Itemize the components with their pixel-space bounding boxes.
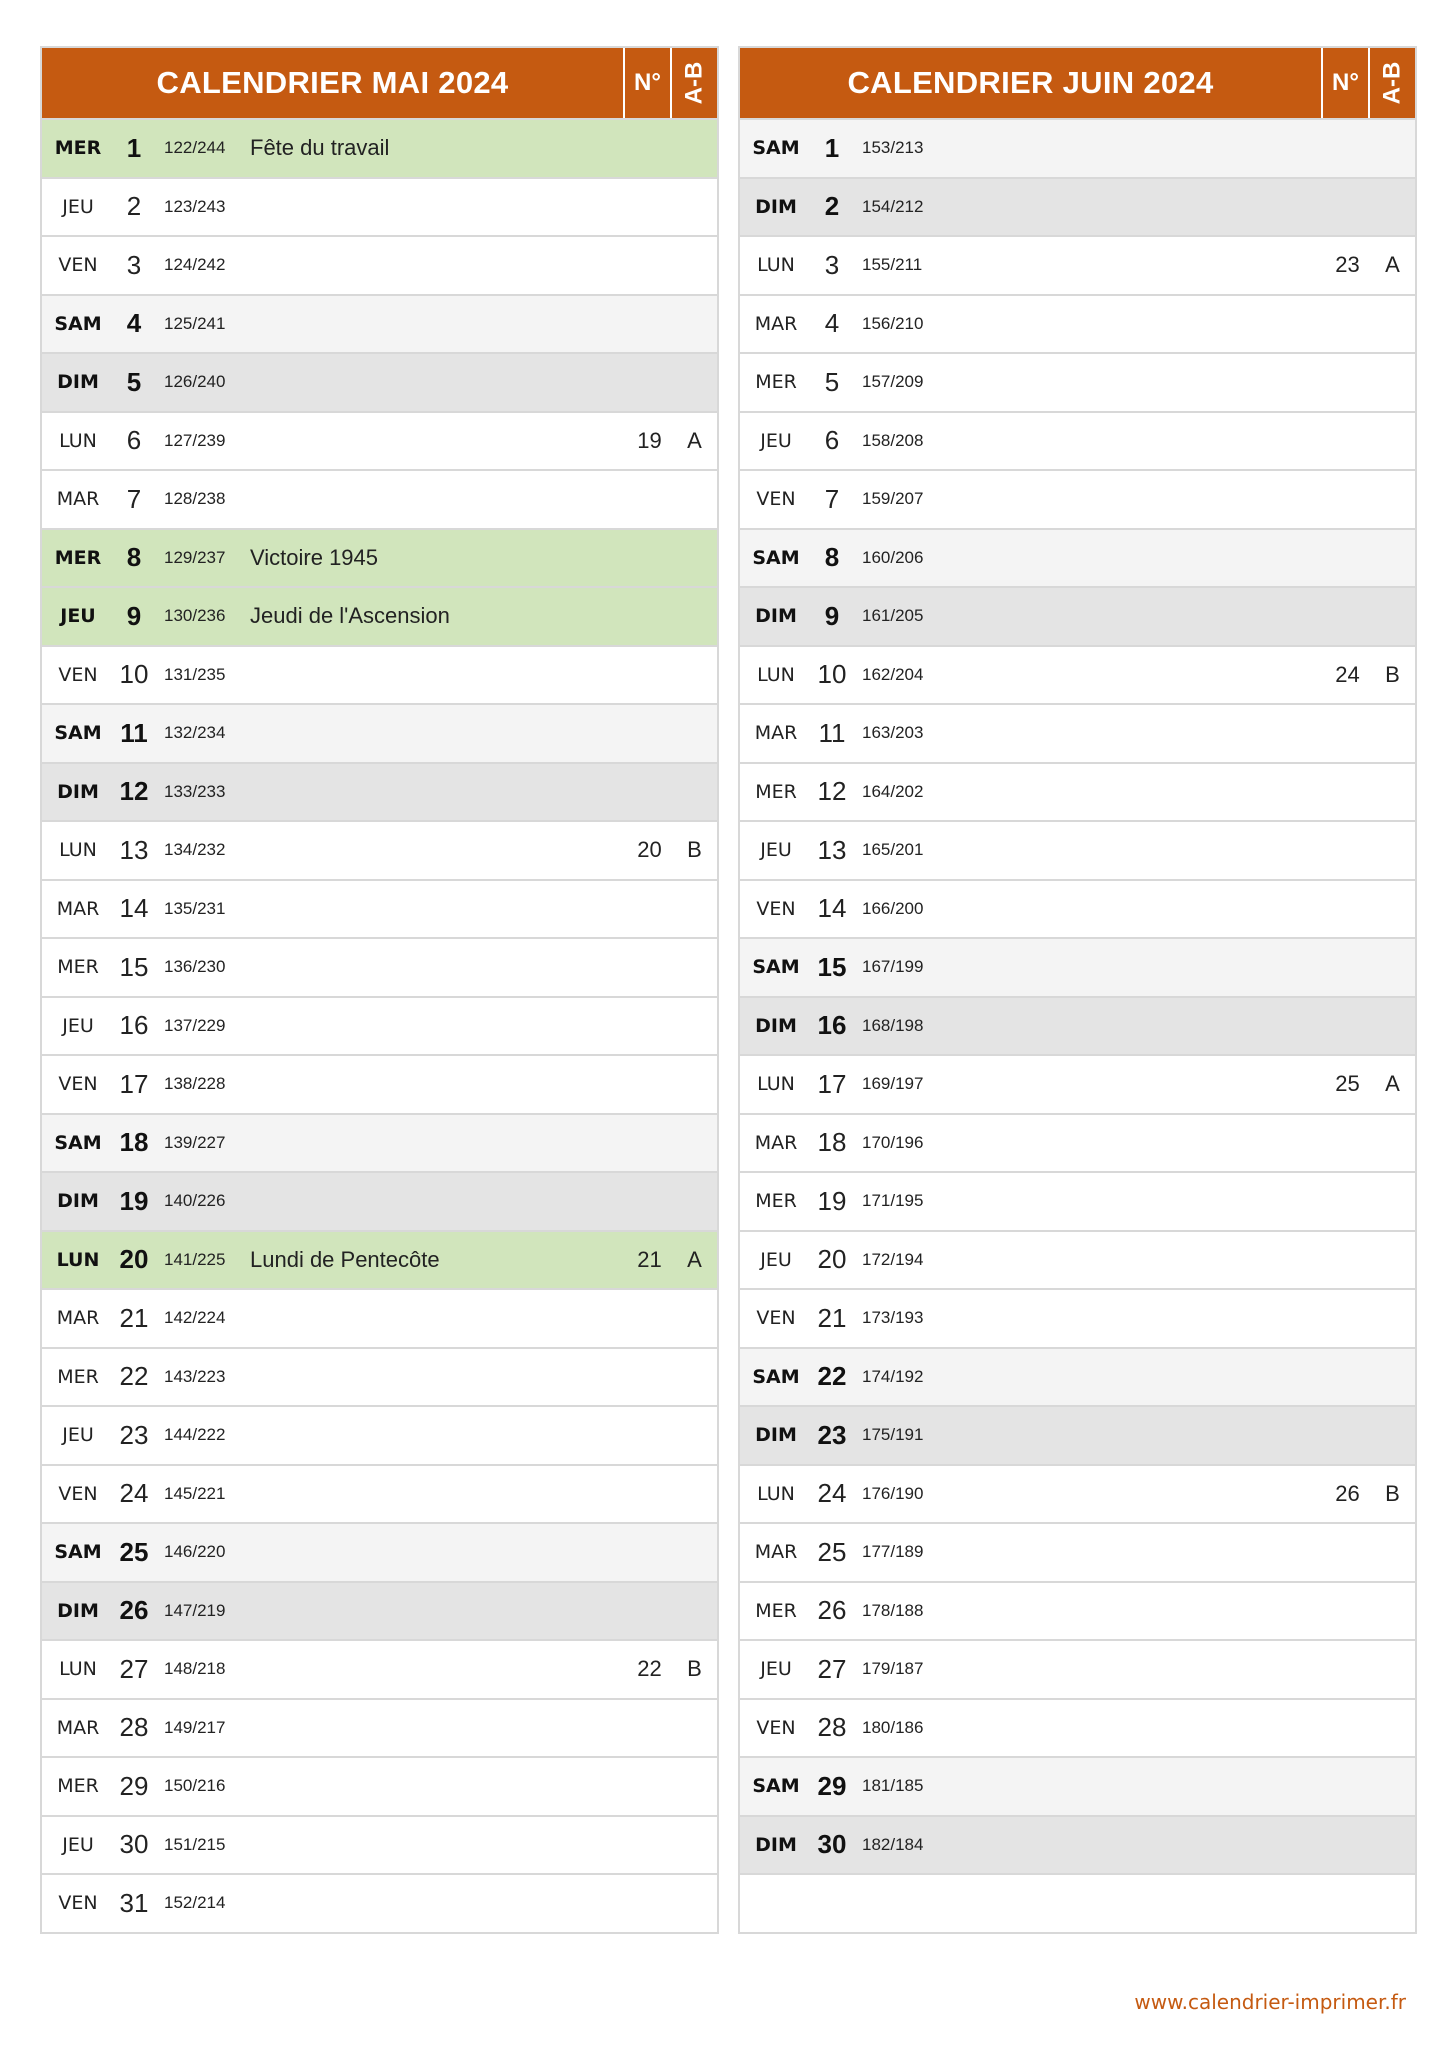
day-of-year: 136/230 bbox=[164, 957, 226, 977]
day-of-year: 143/223 bbox=[164, 1366, 226, 1386]
day-of-year: 125/241 bbox=[164, 313, 226, 333]
day-row bbox=[740, 1464, 1415, 1523]
week-number: 19 bbox=[637, 427, 662, 453]
day-of-week: LUN bbox=[757, 663, 795, 686]
day-number: 21 bbox=[119, 1302, 149, 1333]
day-of-year: 144/222 bbox=[164, 1425, 226, 1445]
day-of-week: MER bbox=[755, 1599, 797, 1622]
day-of-week: DIM bbox=[57, 780, 99, 803]
day-number: 30 bbox=[817, 1829, 847, 1860]
month-title: CALENDRIER MAI 2024 bbox=[156, 65, 509, 100]
day-row bbox=[42, 1288, 717, 1347]
day-row bbox=[740, 235, 1415, 294]
day-of-year: 124/242 bbox=[164, 255, 226, 275]
day-number: 19 bbox=[119, 1185, 149, 1216]
day-number: 19 bbox=[817, 1185, 847, 1216]
day-row bbox=[42, 352, 717, 411]
day-of-week: LUN bbox=[56, 1248, 100, 1271]
day-of-week: VEN bbox=[58, 1073, 98, 1096]
day-of-year: 171/195 bbox=[862, 1191, 924, 1211]
day-of-year: 155/211 bbox=[862, 255, 923, 275]
day-of-week: LUN bbox=[59, 429, 97, 452]
day-row bbox=[42, 1054, 717, 1113]
day-number: 10 bbox=[119, 659, 149, 690]
day-of-year: 150/216 bbox=[164, 1776, 226, 1796]
ab-week: B bbox=[687, 837, 702, 863]
day-row bbox=[42, 1639, 717, 1698]
day-of-year: 175/191 bbox=[862, 1425, 924, 1445]
day-of-year: 142/224 bbox=[164, 1308, 226, 1328]
day-of-week: DIM bbox=[755, 605, 797, 628]
ab-week: B bbox=[1385, 1480, 1400, 1506]
day-of-week: JEU bbox=[62, 195, 94, 218]
day-of-week: VEN bbox=[756, 488, 796, 511]
day-number: 2 bbox=[126, 191, 142, 222]
day-row bbox=[740, 1113, 1415, 1172]
day-number: 25 bbox=[119, 1536, 149, 1567]
day-number: 16 bbox=[119, 1010, 149, 1041]
day-rows bbox=[740, 118, 1415, 1932]
week-number-header: N° bbox=[623, 48, 670, 118]
week-number: 24 bbox=[1335, 661, 1360, 687]
day-row bbox=[740, 352, 1415, 411]
ab-week-header bbox=[670, 48, 717, 118]
day-of-week: SAM bbox=[752, 137, 800, 160]
day-of-week: JEU bbox=[60, 605, 96, 628]
day-row bbox=[42, 1873, 717, 1932]
day-number: 27 bbox=[119, 1653, 149, 1684]
day-number: 13 bbox=[119, 834, 149, 865]
day-of-year: 161/205 bbox=[862, 606, 924, 626]
day-row bbox=[42, 469, 717, 528]
week-number: 23 bbox=[1335, 252, 1360, 278]
day-of-week: MAR bbox=[754, 1541, 798, 1564]
day-of-week: DIM bbox=[755, 195, 797, 218]
day-number: 10 bbox=[817, 659, 847, 690]
day-row bbox=[42, 1522, 717, 1581]
day-row bbox=[740, 937, 1415, 996]
day-of-year: 135/231 bbox=[164, 898, 226, 918]
day-of-year: 148/218 bbox=[164, 1659, 226, 1679]
day-row bbox=[42, 1756, 717, 1815]
day-row bbox=[740, 294, 1415, 353]
day-number: 1 bbox=[126, 132, 142, 163]
day-row bbox=[740, 1347, 1415, 1406]
day-of-year: 137/229 bbox=[164, 1015, 226, 1035]
month-header bbox=[740, 48, 1415, 118]
day-of-year: 127/239 bbox=[164, 430, 226, 450]
day-row bbox=[42, 820, 717, 879]
day-of-week: JEU bbox=[760, 1658, 792, 1681]
day-number: 24 bbox=[119, 1478, 149, 1509]
day-of-week: SAM bbox=[54, 312, 102, 335]
day-of-year: 146/220 bbox=[164, 1542, 226, 1562]
day-of-week: DIM bbox=[57, 1190, 99, 1213]
day-number: 9 bbox=[126, 600, 142, 631]
day-number: 23 bbox=[119, 1419, 149, 1450]
day-number: 22 bbox=[817, 1361, 847, 1392]
day-of-year: 154/212 bbox=[862, 196, 924, 216]
day-row bbox=[42, 1698, 717, 1757]
day-of-year: 122/244 bbox=[164, 138, 226, 158]
day-of-year: 126/240 bbox=[164, 372, 226, 392]
day-row bbox=[42, 1171, 717, 1230]
day-of-year: 132/234 bbox=[164, 723, 226, 743]
event-label: Fête du travail bbox=[250, 135, 390, 161]
day-of-week: SAM bbox=[752, 956, 800, 979]
day-of-week: LUN bbox=[757, 1482, 795, 1505]
day-of-week: SAM bbox=[752, 546, 800, 569]
day-number: 11 bbox=[818, 717, 846, 748]
ab-week: A bbox=[687, 1246, 702, 1272]
day-row bbox=[740, 996, 1415, 1055]
day-row bbox=[740, 469, 1415, 528]
day-of-week: MAR bbox=[754, 1131, 798, 1154]
day-of-year: 158/208 bbox=[862, 430, 924, 450]
day-of-year: 174/192 bbox=[862, 1366, 924, 1386]
day-number: 27 bbox=[817, 1653, 847, 1684]
day-of-year: 163/203 bbox=[862, 723, 924, 743]
day-of-week: MAR bbox=[754, 312, 798, 335]
day-number: 8 bbox=[824, 542, 840, 573]
day-row bbox=[740, 1815, 1415, 1874]
day-row bbox=[42, 1815, 717, 1874]
day-number: 23 bbox=[817, 1419, 847, 1450]
day-of-week: MER bbox=[54, 137, 102, 160]
day-of-year: 176/190 bbox=[862, 1483, 924, 1503]
day-row bbox=[42, 1230, 717, 1289]
empty-row bbox=[740, 1873, 1415, 1932]
day-of-week: SAM bbox=[752, 1775, 800, 1798]
ab-week-header bbox=[1368, 48, 1415, 118]
day-of-week: MER bbox=[54, 546, 102, 569]
day-row bbox=[42, 762, 717, 821]
ab-week-header-label: A-B bbox=[1378, 61, 1406, 105]
day-number: 21 bbox=[817, 1302, 847, 1333]
ab-week: A bbox=[1385, 1071, 1400, 1097]
day-of-week: JEU bbox=[62, 1014, 94, 1037]
day-of-year: 153/213 bbox=[862, 138, 924, 158]
day-of-week: DIM bbox=[755, 1424, 797, 1447]
day-row bbox=[42, 294, 717, 353]
day-row bbox=[740, 762, 1415, 821]
ab-week: A bbox=[687, 427, 702, 453]
day-of-week: DIM bbox=[755, 1014, 797, 1037]
day-of-year: 130/236 bbox=[164, 606, 226, 626]
day-of-year: 147/219 bbox=[164, 1600, 226, 1620]
day-row bbox=[42, 1464, 717, 1523]
day-of-week: JEU bbox=[760, 429, 792, 452]
day-row bbox=[740, 1698, 1415, 1757]
day-row bbox=[42, 235, 717, 294]
day-of-week: MER bbox=[755, 1190, 797, 1213]
week-number: 22 bbox=[637, 1656, 662, 1682]
day-number: 3 bbox=[126, 249, 142, 280]
website-link[interactable]: www.calendrier-imprimer.fr bbox=[1134, 1990, 1406, 2014]
day-row bbox=[42, 1347, 717, 1406]
day-of-week: MAR bbox=[56, 897, 100, 920]
event-label: Lundi de Pentecôte bbox=[250, 1246, 440, 1272]
day-number: 18 bbox=[817, 1127, 847, 1158]
day-of-week: LUN bbox=[757, 1073, 795, 1096]
day-of-year: 123/243 bbox=[164, 196, 226, 216]
day-of-week: SAM bbox=[752, 1365, 800, 1388]
day-of-week: SAM bbox=[54, 1131, 102, 1154]
day-number: 2 bbox=[824, 191, 840, 222]
day-of-year: 179/187 bbox=[862, 1659, 924, 1679]
day-of-week: VEN bbox=[58, 1482, 98, 1505]
day-of-year: 166/200 bbox=[862, 898, 924, 918]
calendar-may bbox=[40, 46, 719, 1934]
day-of-week: VEN bbox=[58, 663, 98, 686]
day-row bbox=[42, 1405, 717, 1464]
day-of-year: 152/214 bbox=[164, 1893, 226, 1913]
day-number: 14 bbox=[119, 893, 149, 924]
day-row bbox=[740, 645, 1415, 704]
day-number: 24 bbox=[817, 1478, 847, 1509]
week-number: 20 bbox=[637, 837, 662, 863]
day-of-year: 128/238 bbox=[164, 489, 226, 509]
day-number: 6 bbox=[824, 425, 840, 456]
day-number: 14 bbox=[817, 893, 847, 924]
day-of-week: VEN bbox=[58, 254, 98, 277]
day-of-year: 159/207 bbox=[862, 489, 924, 509]
day-of-year: 131/235 bbox=[164, 664, 226, 684]
day-number: 4 bbox=[126, 308, 142, 339]
ab-week: B bbox=[687, 1656, 702, 1682]
day-number: 7 bbox=[126, 483, 142, 514]
day-of-year: 182/184 bbox=[862, 1834, 924, 1854]
day-of-year: 181/185 bbox=[862, 1776, 924, 1796]
day-row bbox=[740, 528, 1415, 587]
day-of-week: SAM bbox=[54, 722, 102, 745]
day-row bbox=[42, 879, 717, 938]
day-row bbox=[740, 1054, 1415, 1113]
day-rows bbox=[42, 118, 717, 1932]
day-of-week: MER bbox=[57, 1365, 99, 1388]
day-row bbox=[42, 586, 717, 645]
day-of-year: 172/194 bbox=[862, 1249, 924, 1269]
day-of-week: MAR bbox=[56, 1307, 100, 1330]
day-of-year: 180/186 bbox=[862, 1717, 924, 1737]
day-number: 25 bbox=[817, 1536, 847, 1567]
day-row bbox=[740, 411, 1415, 470]
month-header bbox=[42, 48, 717, 118]
day-of-year: 160/206 bbox=[862, 547, 924, 567]
day-of-year: 157/209 bbox=[862, 372, 924, 392]
day-number: 18 bbox=[119, 1127, 149, 1158]
day-of-week: LUN bbox=[757, 254, 795, 277]
day-row bbox=[740, 879, 1415, 938]
day-number: 12 bbox=[119, 776, 149, 807]
day-of-year: 141/225 bbox=[164, 1249, 226, 1269]
week-number: 26 bbox=[1335, 1480, 1360, 1506]
day-number: 6 bbox=[126, 425, 142, 456]
day-of-year: 134/232 bbox=[164, 840, 226, 860]
day-of-week: DIM bbox=[57, 1599, 99, 1622]
day-of-year: 167/199 bbox=[862, 957, 924, 977]
day-of-week: JEU bbox=[62, 1424, 94, 1447]
day-number: 26 bbox=[119, 1595, 149, 1626]
ab-week-header-label: A-B bbox=[680, 61, 708, 105]
day-of-week: MAR bbox=[56, 1716, 100, 1739]
day-row bbox=[42, 118, 717, 177]
day-of-year: 140/226 bbox=[164, 1191, 226, 1211]
day-of-year: 177/189 bbox=[862, 1542, 924, 1562]
day-row bbox=[740, 820, 1415, 879]
day-number: 5 bbox=[824, 366, 840, 397]
day-number: 22 bbox=[119, 1361, 149, 1392]
day-number: 28 bbox=[119, 1712, 149, 1743]
day-number: 7 bbox=[824, 483, 840, 514]
day-row bbox=[740, 1756, 1415, 1815]
day-number: 31 bbox=[119, 1887, 149, 1918]
day-of-year: 164/202 bbox=[862, 781, 924, 801]
day-row bbox=[740, 586, 1415, 645]
day-number: 16 bbox=[817, 1010, 847, 1041]
day-of-year: 168/198 bbox=[862, 1015, 924, 1035]
day-row bbox=[740, 118, 1415, 177]
day-of-week: VEN bbox=[756, 1716, 796, 1739]
day-row bbox=[740, 703, 1415, 762]
day-of-week: MER bbox=[755, 780, 797, 803]
event-label: Jeudi de l'Ascension bbox=[250, 603, 450, 629]
day-number: 15 bbox=[119, 951, 149, 982]
day-of-year: 149/217 bbox=[164, 1717, 226, 1737]
day-of-year: 165/201 bbox=[862, 840, 924, 860]
day-of-year: 170/196 bbox=[862, 1132, 924, 1152]
day-of-week: VEN bbox=[756, 897, 796, 920]
day-of-week: LUN bbox=[59, 1658, 97, 1681]
day-number: 1 bbox=[824, 132, 840, 163]
day-number: 5 bbox=[126, 366, 142, 397]
day-row bbox=[42, 411, 717, 470]
ab-week: A bbox=[1385, 252, 1400, 278]
event-label: Victoire 1945 bbox=[250, 544, 379, 570]
day-of-week: DIM bbox=[755, 1833, 797, 1856]
day-of-year: 169/197 bbox=[862, 1074, 924, 1094]
day-number: 8 bbox=[126, 542, 142, 573]
day-row bbox=[740, 177, 1415, 236]
week-number: 21 bbox=[637, 1246, 662, 1272]
day-of-week: MER bbox=[57, 1775, 99, 1798]
day-of-year: 162/204 bbox=[862, 664, 924, 684]
day-number: 29 bbox=[119, 1770, 149, 1801]
day-of-week: MAR bbox=[56, 488, 100, 511]
day-row bbox=[740, 1581, 1415, 1640]
day-row bbox=[42, 1581, 717, 1640]
month-title: CALENDRIER JUIN 2024 bbox=[847, 65, 1214, 100]
day-of-year: 145/221 bbox=[164, 1483, 226, 1503]
day-row bbox=[42, 703, 717, 762]
day-row bbox=[740, 1288, 1415, 1347]
day-of-week: MER bbox=[57, 956, 99, 979]
day-of-year: 139/227 bbox=[164, 1132, 226, 1152]
day-of-week: MER bbox=[755, 371, 797, 394]
day-row bbox=[740, 1230, 1415, 1289]
day-of-week: DIM bbox=[57, 371, 99, 394]
day-of-week: JEU bbox=[62, 1833, 94, 1856]
day-of-year: 178/188 bbox=[862, 1600, 924, 1620]
day-row bbox=[42, 528, 717, 587]
day-number: 20 bbox=[119, 1244, 149, 1275]
day-row bbox=[740, 1405, 1415, 1464]
day-number: 28 bbox=[817, 1712, 847, 1743]
day-number: 12 bbox=[817, 776, 847, 807]
day-of-week: JEU bbox=[760, 1248, 792, 1271]
day-row bbox=[740, 1522, 1415, 1581]
day-of-week: LUN bbox=[59, 839, 97, 862]
week-number: 25 bbox=[1335, 1071, 1360, 1097]
day-number: 17 bbox=[119, 1068, 149, 1099]
week-number-header: N° bbox=[1321, 48, 1368, 118]
day-number: 9 bbox=[824, 600, 840, 631]
day-number: 30 bbox=[119, 1829, 149, 1860]
day-number: 29 bbox=[817, 1770, 847, 1801]
day-number: 17 bbox=[817, 1068, 847, 1099]
day-of-year: 156/210 bbox=[862, 313, 924, 333]
day-of-year: 173/193 bbox=[862, 1308, 924, 1328]
day-of-year: 138/228 bbox=[164, 1074, 226, 1094]
day-of-week: JEU bbox=[760, 839, 792, 862]
day-row bbox=[42, 937, 717, 996]
day-of-week: SAM bbox=[54, 1541, 102, 1564]
day-number: 20 bbox=[817, 1244, 847, 1275]
day-row bbox=[740, 1639, 1415, 1698]
day-number: 11 bbox=[120, 717, 148, 748]
day-of-week: VEN bbox=[58, 1892, 98, 1915]
day-of-week: MAR bbox=[754, 722, 798, 745]
day-number: 26 bbox=[817, 1595, 847, 1626]
day-of-year: 133/233 bbox=[164, 781, 226, 801]
day-of-week: VEN bbox=[756, 1307, 796, 1330]
day-number: 13 bbox=[817, 834, 847, 865]
calendar-june bbox=[738, 46, 1417, 1934]
ab-week: B bbox=[1385, 661, 1400, 687]
day-row bbox=[42, 645, 717, 704]
day-row bbox=[42, 177, 717, 236]
day-number: 15 bbox=[817, 951, 847, 982]
day-row bbox=[42, 1113, 717, 1172]
day-of-year: 151/215 bbox=[164, 1834, 226, 1854]
day-row bbox=[42, 996, 717, 1055]
day-row bbox=[740, 1171, 1415, 1230]
day-number: 4 bbox=[824, 308, 840, 339]
day-number: 3 bbox=[824, 249, 840, 280]
day-of-year: 129/237 bbox=[164, 547, 226, 567]
